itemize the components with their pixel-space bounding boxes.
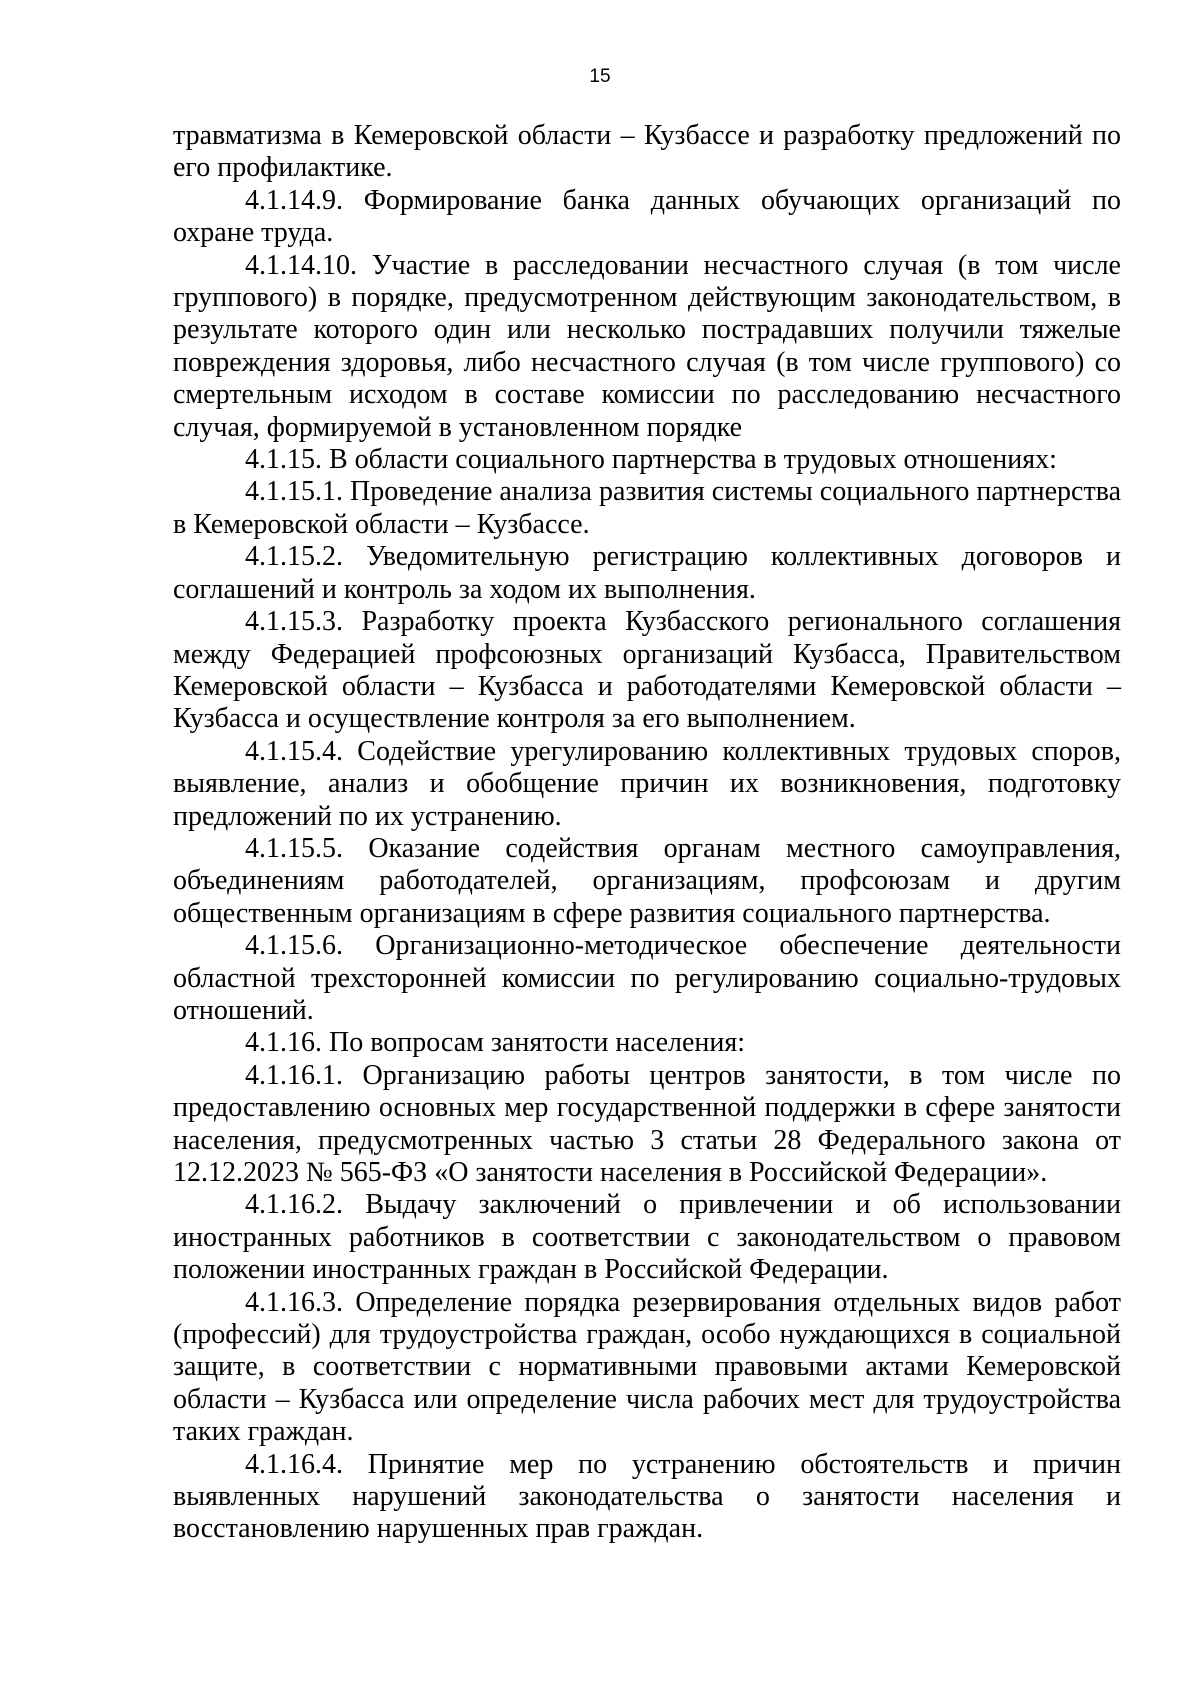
paragraph-4-1-15-2: 4.1.15.2. Уведомительную регистрацию коллективных договоров и соглашений и контроль за ходом их выполнения. bbox=[173, 541, 1121, 605]
paragraph-4-1-15: 4.1.15. В области социального партнерства в трудовых отношениях: bbox=[245, 444, 1057, 476]
paragraph-4-1-15-6: 4.1.15.6. Организационно-методическое обеспечение деятельности областной трехсторонней комиссии по регулированию социально-трудовых отношений. bbox=[173, 930, 1121, 1026]
paragraph-4-1-16-3: 4.1.16.3. Определение порядка резервирования отдельных видов работ (профессий) для трудоустройства граждан, особо нуждающихся в социальной защите, в соответствии с нормативными правовыми актами Кемеровской области – Кузбасса или определение числа рабочих мест для трудоустройства таких граждан. bbox=[173, 1286, 1121, 1448]
paragraph-4-1-16-4: 4.1.16.4. Принятие мер по устранению обстоятельств и причин выявленных нарушений законодательства о занятости населения и восстановлению нарушенных прав граждан. bbox=[173, 1448, 1121, 1545]
paragraph-4-1-15-3: 4.1.15.3. Разработку проекта Кузбасского регионального соглашения между Федерацией профсоюзных организаций Кузбасса, Правительством Кемеровской области – Кузбасса и работодателями Кемеровской области – Кузбасса и осуществление контроля за его выполнением. bbox=[173, 606, 1121, 735]
paragraph-4-1-16-1: 4.1.16.1. Организацию работы центров занятости, в том числе по предоставлению основных мер государственной поддержки в сфере занятости населения, предусмотренных частью 3 статьи 28 Федерального закона от 12.12.2023 № 565-ФЗ «О занятости населения в Российской Федерации». bbox=[173, 1059, 1121, 1188]
paragraph-4-1-15-1: 4.1.15.1. Проведение анализа развития системы социального партнерства в Кемеровской области – Кузбассе. bbox=[173, 476, 1121, 540]
paragraph-4-1-14-9: 4.1.14.9. Формирование банка данных обучающих организаций по охране труда. bbox=[173, 184, 1121, 249]
paragraph-4-1-16-2: 4.1.16.2. Выдачу заключений о привлечении и об использовании иностранных работников в соответствии с законодательством о правовом положении иностранных граждан в Российской Федерации. bbox=[173, 1189, 1121, 1286]
document-body bbox=[173, 120, 1121, 1546]
paragraph-continuation: травматизма в Кемеровской области – Кузбассе и разработку предложений по его профилактике. bbox=[173, 120, 1121, 184]
page-number: 15 bbox=[589, 66, 611, 87]
paragraph-4-1-16: 4.1.16. По вопросам занятости населения: bbox=[245, 1027, 746, 1059]
paragraph-4-1-15-4: 4.1.15.4. Содействие урегулированию коллективных трудовых споров, выявление, анализ и обобщение причин их возникновения, подготовку предложений по их устранению. bbox=[173, 735, 1121, 832]
paragraph-4-1-14-10: 4.1.14.10. Участие в расследовании несчастного случая (в том числе группового) в порядке, предусмотренном действующим законодательством, в результате которого один или несколько пострадавших получили тяжелые повреждения здоровья, либо несчастного случая (в том числе группового) со смертельным исходом в составе комиссии по расследованию несчастного случая, формируемой в установленном порядке bbox=[173, 249, 1121, 443]
paragraph-4-1-15-5: 4.1.15.5. Оказание содействия органам местного самоуправления, объединениям работодателей, организациям, профсоюзам и другим общественным организациям в сфере развития социального партнерства. bbox=[173, 832, 1121, 929]
